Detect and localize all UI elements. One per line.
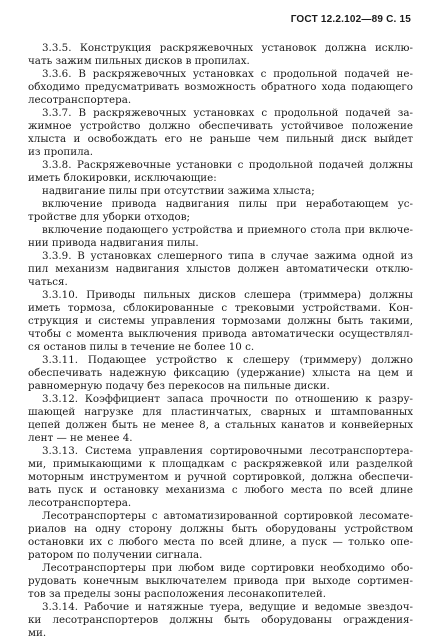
text-line: иметь блокировки, исключающие: (28, 172, 217, 184)
text-line: включение привода надвигания пилы при неработающем ус- (42, 198, 413, 210)
text-line: 3.3.6. В раскряжевочных установках с продольной подачей не- (42, 68, 413, 80)
text-line: надвигание пилы при отсутствии зажима хлыста; (42, 185, 315, 197)
text-line: Лесотранспортеры с автоматизированной сортировкой лесомате- (42, 510, 413, 522)
paragraph (28, 354, 413, 393)
paragraph (28, 250, 413, 289)
text-line: чтобы с момента выключения привода автоматически осуществлял- (28, 328, 413, 340)
paragraph (28, 445, 413, 510)
text-line: пил механизм надвигания хлыстов должен автоматически отклю- (28, 263, 413, 275)
text-line: лесотранспортера. (28, 94, 132, 106)
paragraph (28, 198, 413, 224)
paragraph (28, 562, 413, 601)
text-line: 3.3.8. Раскряжевочные установки с продольной подачей должны (42, 159, 413, 171)
paragraph (28, 68, 413, 107)
text-line: 3.3.12. Коэффициент запаса прочности по отношению к разру- (42, 393, 413, 405)
paragraph (28, 601, 413, 640)
text-line: хлыста и освобождать его не раньше чем пильный диск выйдет (28, 133, 413, 145)
text-line: остановки их с любого места по всей длине, а пуск — только опе- (28, 536, 413, 548)
paragraph (28, 107, 413, 159)
paragraph (28, 185, 413, 198)
text-line: 3.3.10. Приводы пильных дисков слешера (триммера) должны (42, 289, 413, 301)
text-line: 3.3.9. В установках слешерного типа в случае зажима одной из (42, 250, 413, 262)
text-line: ми. (28, 627, 47, 639)
text-line: 3.3.14. Рабочие и натяжные туера, ведущие и ведомые звездоч- (42, 601, 413, 613)
text-line: чать зажим пильных дисков в пропилах. (28, 55, 250, 67)
text-line: включение подающего устройства и приемного стола при включе- (42, 224, 413, 236)
text-line: цепей должен быть не менее 8, а стальных канатов и конвейерных (28, 419, 413, 431)
text-line: шающей нагрузке для пластинчатых, сварных и штампованных (28, 406, 413, 418)
text-line: лесотранспортера. (28, 497, 132, 509)
text-line: тов за пределы зоны расположения лесонакопителей. (28, 588, 327, 600)
text-line: жимное устройство должно обеспечивать устойчивое положение (28, 120, 413, 132)
text-line: равномерную подачу без перекосов на пильные диски. (28, 380, 330, 392)
text-line: обеспечивать надежную фиксацию (удержание) хлыста на цем и (28, 367, 413, 379)
page-header: ГОСТ 12.2.102—89 С. 15 (290, 14, 411, 25)
text-line: Лесотранспортеры при любом виде сортировки необходимо обо- (42, 562, 413, 574)
text-line: рудовать конечным выключателем привода при выходе сортимен- (28, 575, 413, 587)
text-line: из пропила. (28, 146, 94, 158)
document-body (28, 42, 413, 640)
text-line: ки лесотранспортеров должны быть оборудованы ограждения- (28, 614, 413, 626)
paragraph (28, 42, 413, 68)
paragraph (28, 393, 413, 445)
text-line: 3.3.13. Система управления сортировочными лесотранспортера- (42, 445, 413, 457)
text-line: нии привода надвигания пилы. (28, 237, 199, 249)
text-line: моторным инструментом и ручной сортировкой, должна обеспечи- (28, 471, 413, 483)
paragraph (28, 159, 413, 185)
text-line: 3.3.11. Подающее устройство к слешеру (триммеру) должно (42, 354, 413, 366)
paragraph (28, 224, 413, 250)
text-line: ратором по получении сигнала. (28, 549, 203, 561)
text-line: обходимо предусматривать возможность обратного хода подающего (28, 81, 413, 93)
text-line: лент — не менее 4. (28, 432, 133, 444)
paragraph (28, 289, 413, 354)
paragraph (28, 510, 413, 562)
text-line: 3.3.5. Конструкция раскряжевочных установок должна исклю- (42, 42, 413, 54)
text-line: вать пуск и остановку механизма с любого места по всей длине (28, 484, 413, 496)
text-line: чаться. (28, 276, 68, 288)
text-line: ся останов пилы в течение не более 10 с. (28, 341, 255, 353)
text-line: ми, примыкающими к площадкам с раскряжевкой или разделкой (28, 458, 413, 470)
text-line: 3.3.7. В раскряжевочных установках с продольной подачей за- (42, 107, 413, 119)
text-line: риалов на одну сторону должны быть оборудованы устройством (28, 523, 413, 535)
text-line: иметь тормоза, сблокированные с трековыми устройствами. Кон- (28, 302, 413, 314)
text-line: тройстве для уборки отходов; (28, 211, 190, 223)
text-line: струкция и системы управления тормозами должны быть такими, (28, 315, 413, 327)
